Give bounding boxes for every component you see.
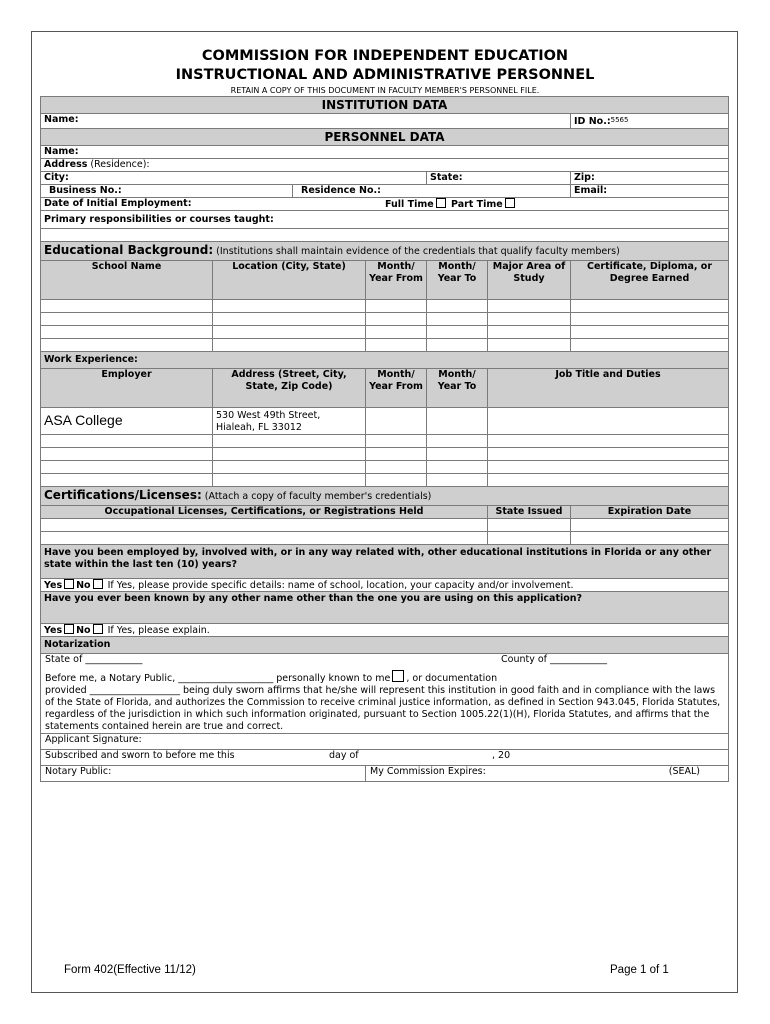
applicant-signature-field[interactable] <box>41 734 729 750</box>
cell[interactable] <box>427 461 488 474</box>
education-row <box>41 326 729 339</box>
col-licenses: Occupational Licenses, Certifications, or Registrations Held <box>41 506 488 519</box>
institution-id-field[interactable] <box>571 114 729 129</box>
notary-public-label: Notary Public: <box>45 766 112 777</box>
institution-name-field[interactable] <box>41 114 571 129</box>
form-number: Form 402(Effective 11/12) <box>64 964 196 976</box>
subscribed-row <box>41 750 729 766</box>
cell[interactable] <box>488 313 571 326</box>
cell[interactable] <box>571 519 729 532</box>
cell[interactable] <box>213 435 366 448</box>
cell[interactable] <box>427 474 488 487</box>
email-field[interactable] <box>571 185 729 198</box>
col-edu-from: Month/ Year From <box>366 261 427 300</box>
full-time-checkbox[interactable] <box>436 198 446 208</box>
col-work-from: Month/ Year From <box>366 369 427 408</box>
business-phone-field[interactable] <box>41 185 293 198</box>
q1-no-label: No <box>76 580 91 591</box>
cell[interactable] <box>366 326 427 339</box>
col-job-title: Job Title and Duties <box>488 369 729 408</box>
employment-date-row <box>41 198 729 211</box>
col-employer: Employer <box>41 369 213 408</box>
cell[interactable] <box>571 313 729 326</box>
col-location: Location (City, State) <box>213 261 366 300</box>
q1-yes-label: Yes <box>44 580 63 591</box>
employment-type <box>385 198 517 211</box>
cell[interactable] <box>571 339 729 352</box>
col-major: Major Area of Study <box>488 261 571 300</box>
cell[interactable] <box>41 474 213 487</box>
certifications-note: (Attach a copy of faculty member's credentials) <box>204 491 432 502</box>
q2-yes-checkbox[interactable] <box>64 624 74 634</box>
cell[interactable] <box>427 448 488 461</box>
question-other-institutions: Have you been employed by, involved with, or in any way related with, other educational institutions in Florida or any other state within the last ten (10) years? <box>41 545 729 579</box>
cell[interactable] <box>488 461 729 474</box>
notarization-heading: Notarization <box>41 637 729 654</box>
cell[interactable] <box>213 461 366 474</box>
notary-intro-tail: , or documentation <box>406 673 498 684</box>
state-county-line <box>45 654 724 670</box>
full-time-label: Full Time <box>385 199 434 210</box>
address-note: (Residence): <box>90 159 150 170</box>
city-label: City: <box>44 172 69 183</box>
cell[interactable] <box>366 461 427 474</box>
education-heading-row <box>41 242 729 261</box>
cell[interactable] <box>366 408 427 435</box>
cell[interactable] <box>366 339 427 352</box>
cell[interactable] <box>427 300 488 313</box>
business-label: Business No.: <box>49 185 122 196</box>
part-time-checkbox[interactable] <box>505 198 515 208</box>
cell[interactable] <box>488 339 571 352</box>
q2-answer-row <box>41 624 729 637</box>
work-address-line2: Hialeah, FL 33012 <box>216 422 302 433</box>
city-field[interactable] <box>41 172 427 185</box>
cell[interactable] <box>213 326 366 339</box>
primary-answer-row[interactable] <box>41 229 729 242</box>
email-label: Email: <box>574 185 608 196</box>
notary-intro-line <box>45 670 724 685</box>
notary-statement: provided ___________________ being duly sworn affirms that he/she will represent this institution in good faith and in compliance with the laws of the State of Florida, and authorizes the Commission to receive criminal justice information, as defined in Section 943.045, Florida Statutes, regardless of the jurisdiction in which such information originated, pursuant to Section 1005.22(1)(H), Florida Statutes, and affirms that the statements contained herein are true and correct. <box>45 685 721 732</box>
commission-expires-label: My Commission Expires: <box>370 766 486 777</box>
cell[interactable] <box>41 448 213 461</box>
cell[interactable] <box>366 300 427 313</box>
primary-label: Primary responsibilities or courses taught: <box>44 214 274 225</box>
employer-value: ASA College <box>44 411 123 428</box>
page-number: Page 1 of 1 <box>610 964 669 976</box>
personnel-form <box>40 96 728 782</box>
col-work-to: Month/ Year To <box>427 369 488 408</box>
year-label[interactable]: , 20 <box>492 750 511 761</box>
certifications-heading-row <box>41 487 729 506</box>
cell[interactable] <box>427 313 488 326</box>
cell[interactable] <box>41 313 213 326</box>
cell[interactable] <box>41 339 213 352</box>
id-label: ID No.: <box>574 116 611 127</box>
q1-answer-row <box>41 579 729 592</box>
col-address: Address (Street, City, State, Zip Code) <box>213 369 366 408</box>
address-cell[interactable] <box>213 408 366 435</box>
cell[interactable] <box>213 313 366 326</box>
col-edu-to: Month/ Year To <box>427 261 488 300</box>
q1-no-checkbox[interactable] <box>93 579 103 589</box>
certifications-heading: Certifications/Licenses: <box>44 488 202 502</box>
col-degree: Certificate, Diploma, or Degree Earned <box>571 261 729 300</box>
q1-note: If Yes, please provide specific details: name of school, location, your capacity and/or involvement. <box>107 580 574 591</box>
certification-row <box>41 532 729 545</box>
applicant-signature-label: Applicant Signature: <box>45 734 142 745</box>
cell[interactable] <box>488 408 729 435</box>
education-heading: Educational Background: <box>44 243 214 257</box>
q2-no-label: No <box>76 625 91 636</box>
residence-label: Residence No.: <box>301 185 381 196</box>
notarization-body <box>41 654 729 734</box>
q2-no-checkbox[interactable] <box>93 624 103 634</box>
cell[interactable] <box>427 408 488 435</box>
residence-phone-field[interactable] <box>293 185 571 198</box>
day-of-label[interactable]: day of <box>329 750 359 761</box>
cell[interactable] <box>488 519 571 532</box>
cell[interactable] <box>41 519 488 532</box>
work-row <box>41 408 729 435</box>
state-of-field[interactable]: State of ____________ <box>45 654 143 665</box>
cell[interactable] <box>366 313 427 326</box>
cell[interactable] <box>427 339 488 352</box>
retain-note: RETAIN A COPY OF THIS DOCUMENT IN FACULTY MEMBER'S PERSONNEL FILE. <box>230 86 540 95</box>
work-heading: Work Experience: <box>41 352 729 369</box>
notary-public-field[interactable] <box>41 766 366 782</box>
q1-yes-checkbox[interactable] <box>64 579 74 589</box>
employer-cell[interactable] <box>41 408 213 435</box>
cell[interactable] <box>41 326 213 339</box>
cell[interactable] <box>488 474 729 487</box>
cell[interactable] <box>41 461 213 474</box>
education-row <box>41 300 729 313</box>
state-label: State: <box>430 172 463 183</box>
seal-label: (SEAL) <box>668 766 700 777</box>
form-table <box>40 96 729 782</box>
work-row <box>41 435 729 448</box>
cell[interactable] <box>427 435 488 448</box>
cell[interactable] <box>366 448 427 461</box>
institution-name-label: Name: <box>44 114 79 125</box>
col-state-issued: State Issued <box>488 506 571 519</box>
county-of-field[interactable]: County of ____________ <box>501 654 608 665</box>
zip-field[interactable] <box>571 172 729 185</box>
subscribed-label: Subscribed and sworn to before me this <box>45 750 235 761</box>
cell[interactable] <box>41 435 213 448</box>
certification-row <box>41 519 729 532</box>
institution-heading: INSTITUTION DATA <box>41 97 729 114</box>
id-value: 5565 <box>610 116 629 124</box>
cell[interactable] <box>41 532 488 545</box>
cell[interactable] <box>488 532 571 545</box>
zip-label: Zip: <box>574 172 595 183</box>
cell[interactable] <box>213 339 366 352</box>
cell[interactable] <box>213 474 366 487</box>
date-label: Date of Initial Employment: <box>44 198 192 209</box>
cell[interactable] <box>488 448 729 461</box>
address-field[interactable] <box>41 159 729 172</box>
state-field[interactable] <box>427 172 571 185</box>
cell[interactable] <box>571 326 729 339</box>
personally-known-checkbox[interactable] <box>392 670 404 682</box>
education-note: (Institutions shall maintain evidence of the credentials that qualify faculty members) <box>216 246 620 257</box>
q2-yes-label: Yes <box>44 625 63 636</box>
commission-expires-field[interactable] <box>366 766 729 782</box>
cell[interactable] <box>366 474 427 487</box>
cell[interactable] <box>213 448 366 461</box>
cell[interactable] <box>41 300 213 313</box>
q2-note: If Yes, please explain. <box>107 625 210 636</box>
personnel-name-field[interactable] <box>41 146 729 159</box>
work-row <box>41 474 729 487</box>
notary-intro: Before me, a Notary Public, ____________________ personally known to me <box>45 673 391 684</box>
question-other-name: Have you ever been known by any other name other than the one you are using on this application? <box>41 592 729 624</box>
cell[interactable] <box>488 435 729 448</box>
work-row <box>41 448 729 461</box>
work-address-line1: 530 West 49th Street, <box>216 410 321 421</box>
cell[interactable] <box>427 326 488 339</box>
cell[interactable] <box>366 435 427 448</box>
cell[interactable] <box>571 532 729 545</box>
education-row <box>41 313 729 326</box>
education-row <box>41 339 729 352</box>
cell[interactable] <box>213 300 366 313</box>
col-school-name: School Name <box>41 261 213 300</box>
form-title-line2: INSTRUCTIONAL AND ADMINISTRATIVE PERSONNEL <box>175 67 595 83</box>
cell[interactable] <box>488 326 571 339</box>
cell[interactable] <box>488 300 571 313</box>
cell[interactable] <box>571 300 729 313</box>
personnel-name-label: Name: <box>44 146 79 157</box>
address-label: Address <box>44 159 88 170</box>
primary-responsibilities-field[interactable] <box>41 211 729 229</box>
col-expiration: Expiration Date <box>571 506 729 519</box>
personnel-heading: PERSONNEL DATA <box>41 129 729 146</box>
part-time-label: Part Time <box>451 199 503 210</box>
form-title-line1: COMMISSION FOR INDEPENDENT EDUCATION <box>201 48 569 64</box>
work-row <box>41 461 729 474</box>
